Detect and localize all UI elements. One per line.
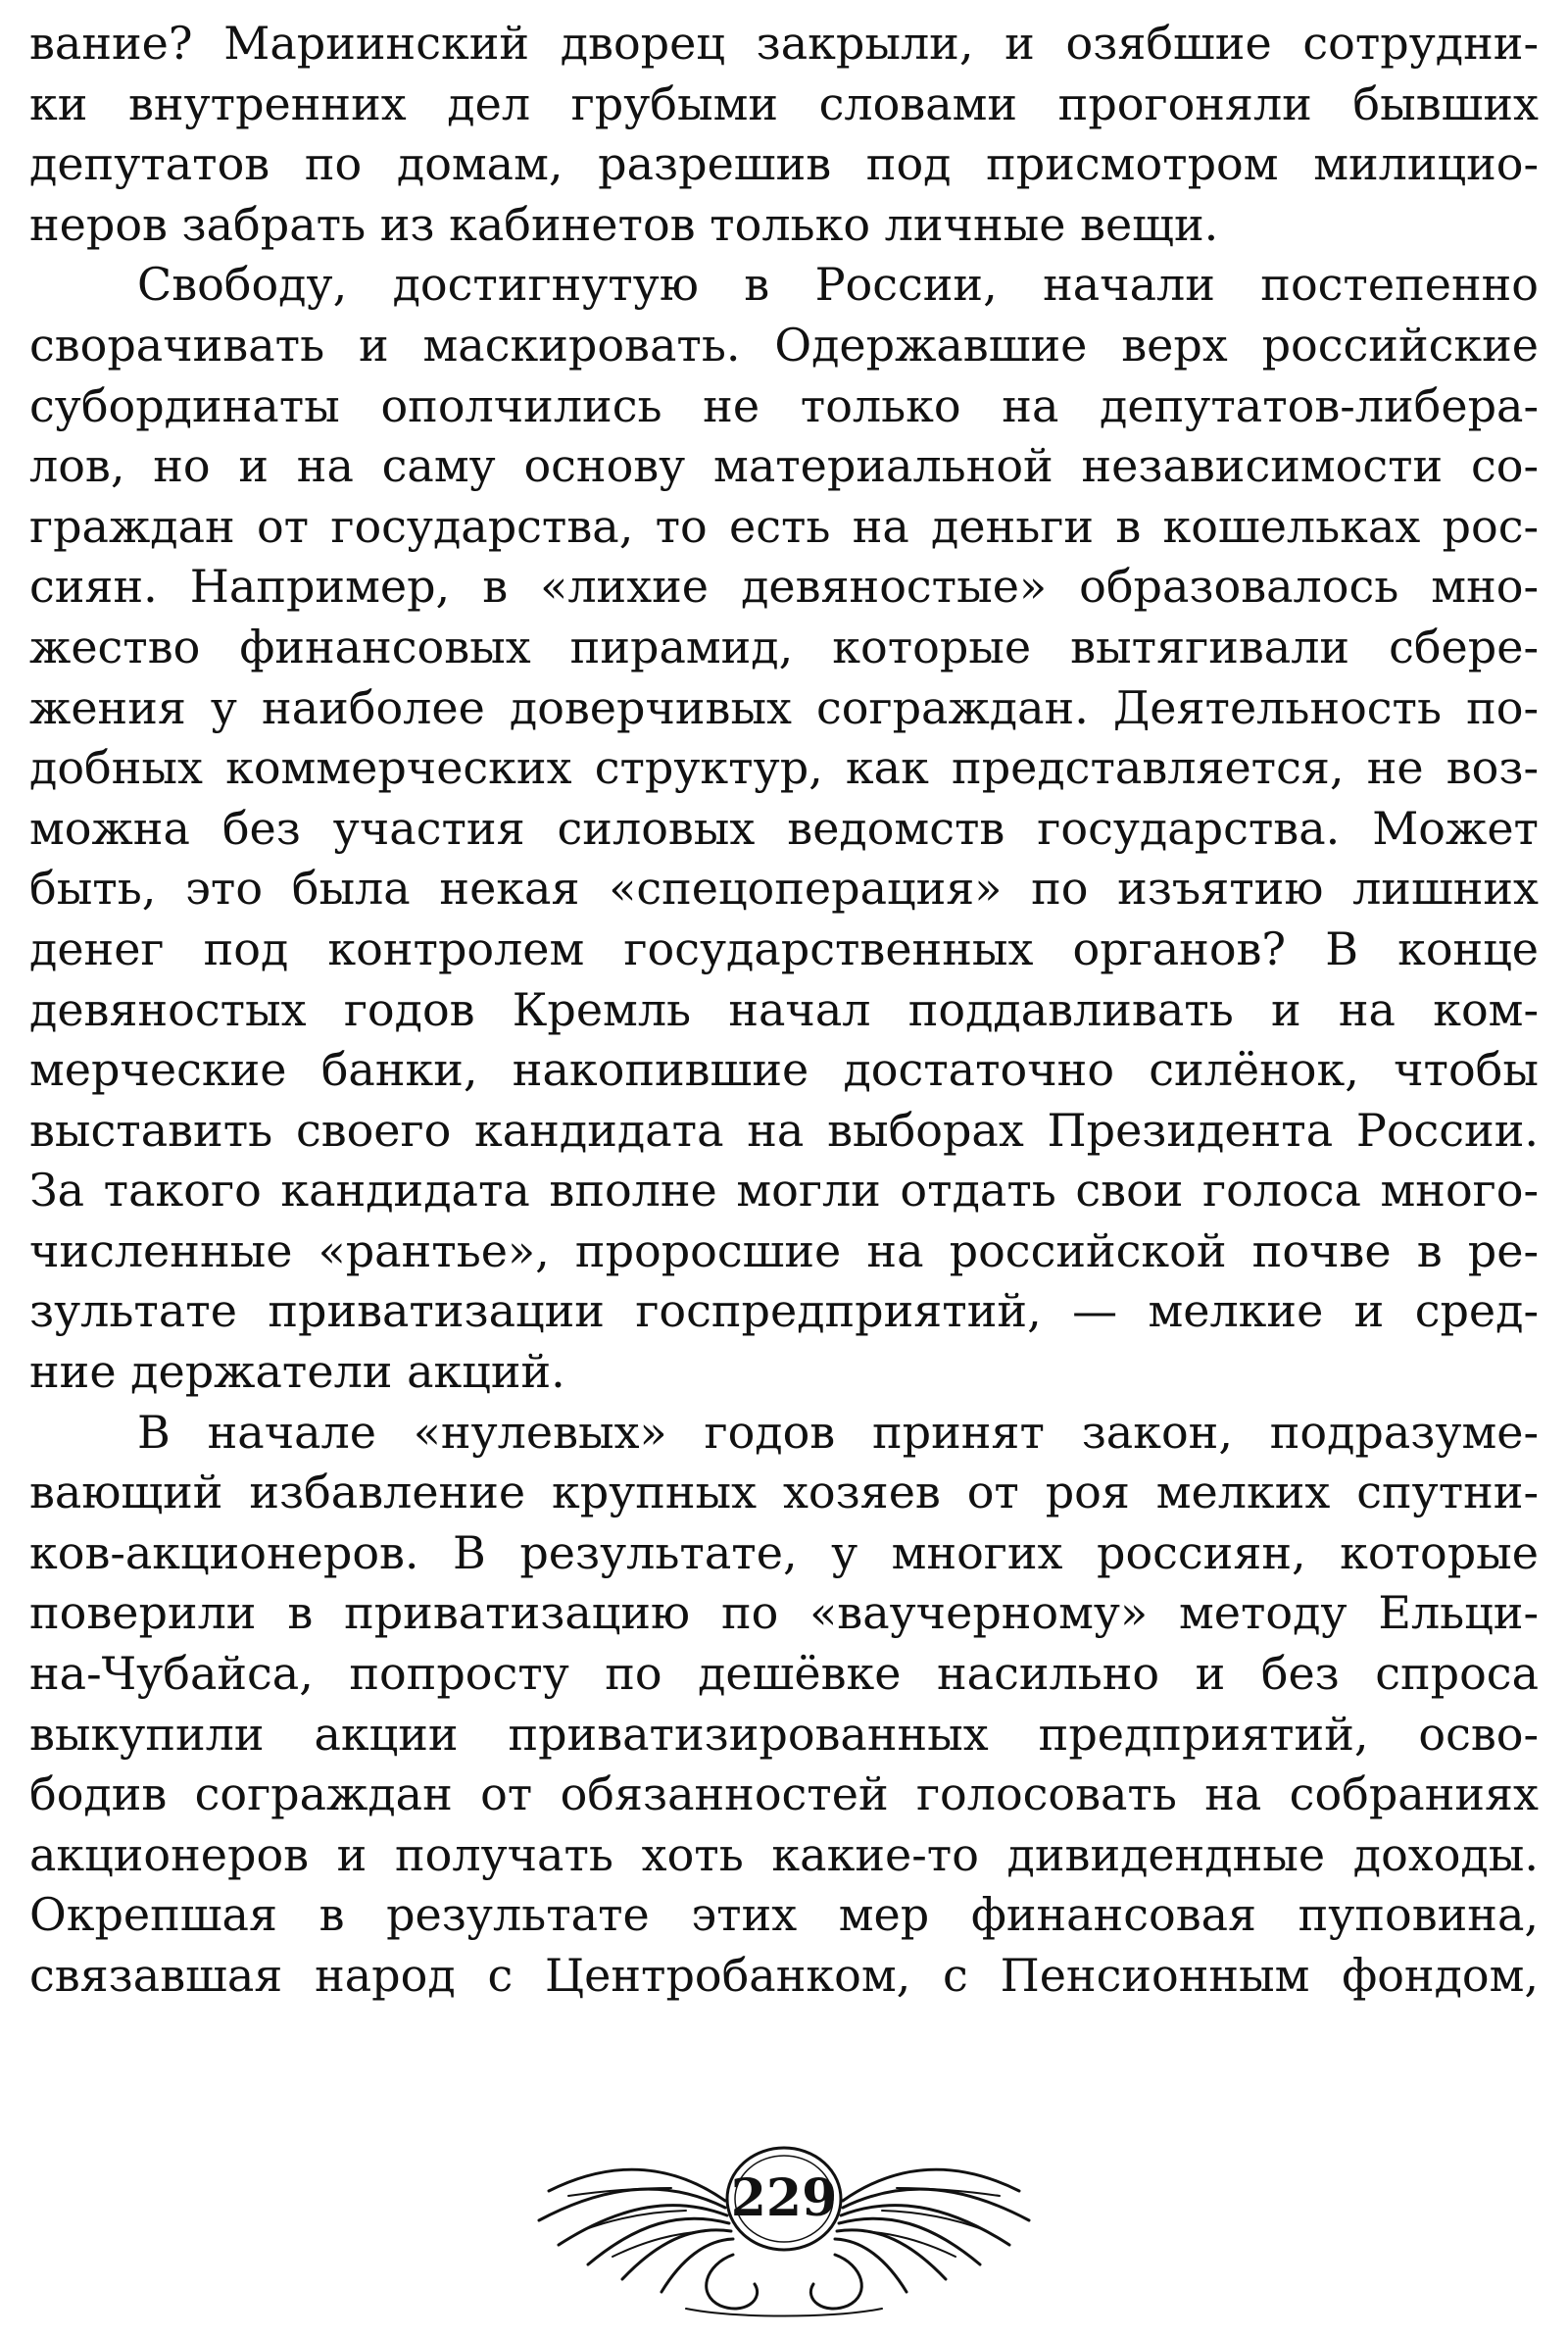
text-line: добных коммерческих структур, как представляется, не воз-	[29, 741, 1539, 795]
text-line: субординаты ополчились не только на депутатов-либера-	[29, 378, 1539, 432]
text-line: выставить своего кандидата на выборах Президента России.	[29, 1103, 1539, 1157]
text-line: сворачивать и маскировать. Одержавшие верх российские	[29, 318, 1539, 372]
text-line: неров забрать из кабинетов только личные вещи.	[29, 197, 1219, 251]
text-line: Окрепшая в результате этих мер финансовая пуповина,	[29, 1888, 1539, 1942]
text-line: выкупили акции приватизированных предприятий, осво-	[29, 1707, 1539, 1761]
text-line: вающий избавление крупных хозяев от роя мелких спутни-	[29, 1466, 1539, 1519]
paragraph-start-line: В начале «нулевых» годов принят закон, подразуме-	[137, 1405, 1539, 1459]
text-line: поверили в приватизацию по «ваучерному» методу Ельци-	[29, 1586, 1539, 1640]
text-line: жения у наиболее доверчивых сограждан. Деятельность по-	[29, 680, 1539, 734]
text-line: ки внутренних дел грубыми словами прогоняли бывших	[29, 76, 1539, 130]
text-line: За такого кандидата вполне могли отдать свои голоса много-	[29, 1164, 1539, 1218]
text-line: акционеров и получать хоть какие-то дивидендные доходы.	[29, 1827, 1539, 1881]
text-line: граждан от государства, то есть на деньги в кошельках рос-	[29, 499, 1539, 553]
text-line: мерческие банки, накопившие достаточно силёнок, чтобы	[29, 1043, 1539, 1097]
text-line: вание? Мариинский дворец закрыли, и озябшие сотрудни-	[29, 17, 1539, 70]
text-line: бодив сограждан от обязанностей голосовать на собраниях	[29, 1767, 1539, 1821]
text-line: девяностых годов Кремль начал поддавливать и на ком-	[29, 982, 1539, 1036]
text-line: сиян. Например, в «лихие девяностые» образовалось мно-	[29, 560, 1539, 614]
text-line: депутатов по домам, разрешив под присмотром милицио-	[29, 137, 1539, 191]
text-line: денег под контролем государственных органов? В конце	[29, 921, 1539, 975]
text-line: можна без участия силовых ведомств государства. Может	[29, 801, 1539, 855]
text-line: жество финансовых пирамид, которые вытягивали сбере-	[29, 620, 1539, 673]
text-line: ние держатели акций.	[29, 1345, 565, 1399]
text-line: ков-акционеров. В результате, у многих россиян, которые	[29, 1525, 1539, 1579]
text-line: на-Чубайса, попросту по дешёвке насильно и без спроса	[29, 1647, 1539, 1701]
text-line: зультате приватизации госпредприятий, — мелкие и сред-	[29, 1284, 1539, 1338]
text-line: быть, это была некая «спецоперация» по изъятию лишних	[29, 862, 1539, 916]
text-line: численные «рантье», проросшие на российской почве в ре-	[29, 1223, 1539, 1277]
text-line: лов, но и на саму основу материальной независимости со-	[29, 439, 1539, 493]
text-line: связавшая народ с Центробанком, с Пенсионным фондом,	[29, 1949, 1539, 2002]
body-text	[29, 14, 1539, 2007]
paragraph-start-line: Свободу, достигнутую в России, начали постепенно	[137, 258, 1539, 312]
page-number: 229	[730, 2168, 838, 2228]
